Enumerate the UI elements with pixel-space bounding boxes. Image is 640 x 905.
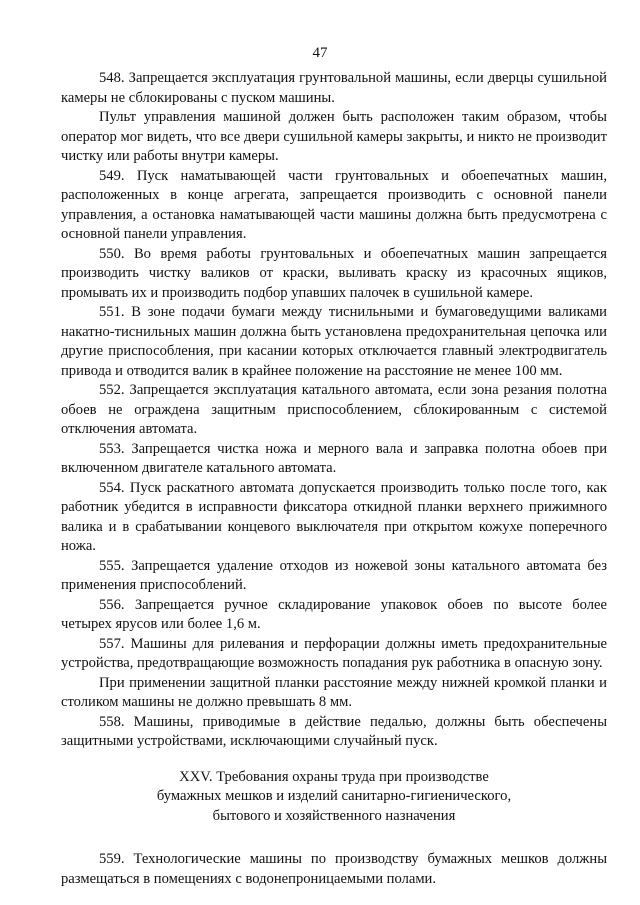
paragraph-548: 548. Запрещается эксплуатация грунтовальной машины, если дверцы сушильной камеры не сблокированы с пуском машины. bbox=[61, 70, 607, 106]
paragraph-555: 555. Запрещается удаление отходов из ножевой зоны катального автомата без применения приспособлений. bbox=[61, 557, 607, 593]
paragraph-551: 551. В зоне подачи бумаги между тиснильными и бумаговедущими валиками накатно-тиснильных машин должна быть установлена предохранительная цепочка или другие приспособления, при касании которых отключается главный электродвигатель привода и отводится валик в крайнее положение на расстояние не менее 100 мм. bbox=[61, 304, 607, 379]
document-body bbox=[61, 69, 607, 889]
paragraph-558: 558. Машины, приводимые в действие педалью, должны быть обеспечены защитными устройствами, исключающими случайный пуск. bbox=[61, 713, 607, 749]
paragraph-557-guard-plank: При применении защитной планки расстояние между нижней кромкой планки и столиком машины не должно превышать 8 мм. bbox=[61, 674, 607, 710]
paragraph-553: 553. Запрещается чистка ножа и мерного вала и заправка полотна обоев при включенном двигателе катального автомата. bbox=[61, 440, 607, 476]
section-heading-line: XXV. Требования охраны труда при производстве bbox=[179, 768, 489, 785]
page-number: 47 bbox=[312, 45, 328, 61]
paragraph-550: 550. Во время работы грунтовальных и обоепечатных машин запрещается производить чистку валиков от краски, выливать краску из красочных ящиков, промывать их и производить подбор упавших палочек в сушильной камере. bbox=[61, 245, 607, 301]
section-heading-line: бытового и хозяйственного назначения bbox=[212, 807, 456, 824]
section-heading-line: бумажных мешков и изделий санитарно-гигиенического, bbox=[156, 788, 512, 804]
paragraph-554: 554. Пуск раскатного автомата допускается производить только после того, как работник убедится в исправности фиксатора откидной планки верхнего прижимного валика и в срабатывании концевого выключателя при открытом кожухе поперечного ножа. bbox=[61, 479, 607, 554]
paragraph-556: 556. Запрещается ручное складирование упаковок обоев по высоте более четырех ярусов или более 1,6 м. bbox=[61, 596, 607, 632]
paragraph-559: 559. Технологические машины по производству бумажных мешков должны размещаться в помещениях с водонепроницаемыми полами. bbox=[61, 851, 607, 887]
section-heading bbox=[61, 768, 607, 827]
paragraph-549: 549. Пуск наматывающей части грунтовальных и обоепечатных машин, расположенных в конце агрегата, запрещается производить с основной панели управления, а остановка наматывающей части машины должна быть предусмотрена с основной панели управления. bbox=[61, 167, 607, 242]
paragraph-548-control-panel: Пульт управления машиной должен быть расположен таким образом, чтобы оператор мог видеть, что все двери сушильной камеры закрыты, и никто не производит чистку или работы внутри камеры. bbox=[61, 109, 607, 164]
paragraph-557: 557. Машины для рилевания и перфорации должны иметь предохранительные устройства, предотвращающие возможность попадания рук работника в опасную зону. bbox=[61, 635, 607, 671]
paragraph-552: 552. Запрещается эксплуатация катального автомата, если зона резания полотна обоев не ограждена защитным приспособлением, сблокированным с системой отключения автомата. bbox=[61, 382, 607, 437]
